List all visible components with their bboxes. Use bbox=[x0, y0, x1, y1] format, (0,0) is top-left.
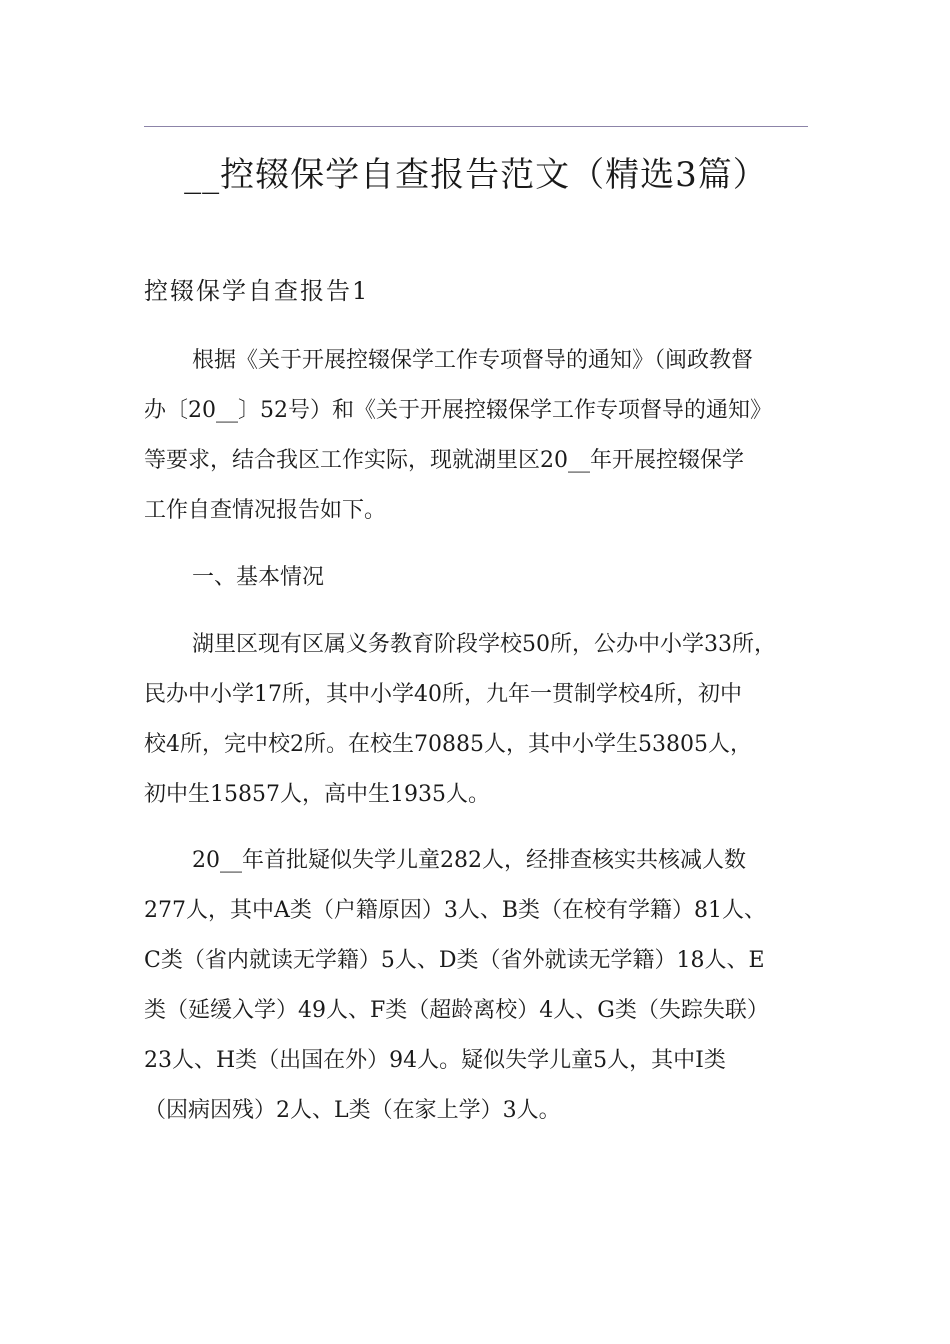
paragraph-line: 校4所，完中校2所。在校生70885人，其中小学生53805人， bbox=[144, 732, 752, 757]
paragraph-line: 23人、H类（出国在外）94人。疑似失学儿童5人，其中I类 bbox=[144, 1048, 726, 1073]
subheading-basic-situation bbox=[144, 553, 808, 603]
paragraph-line: 20__年首批疑似失学儿童282人，经排查核实共核减人数 bbox=[192, 848, 746, 873]
paragraph-line: C类（省内就读无学籍）5人、D类（省外就读无学籍）18人、E bbox=[144, 948, 765, 973]
paragraph-dropout-stats bbox=[144, 836, 808, 1136]
paragraph-intro bbox=[144, 336, 808, 536]
paragraph-line: 等要求，结合我区工作实际，现就湖里区20__年开展控辍保学 bbox=[144, 448, 744, 473]
paragraph-line: 类（延缓入学）49人、F类（超龄离校）4人、G类（失踪失联） bbox=[144, 998, 769, 1023]
section-heading: 控辍保学自查报告1 bbox=[144, 277, 370, 305]
paragraph-line: 根据《关于开展控辍保学工作专项督导的通知》（闽政教督 bbox=[192, 348, 754, 373]
paragraph-line: 一、基本情况 bbox=[192, 565, 325, 590]
paragraph-school-stats bbox=[144, 620, 808, 820]
paragraph-line: 初中生15857人，高中生1935人。 bbox=[144, 782, 490, 807]
paragraph-line: 工作自查情况报告如下。 bbox=[144, 498, 387, 523]
paragraph-line: 湖里区现有区属义务教育阶段学校50所，公办中小学33所， bbox=[192, 632, 776, 657]
paragraph-line: 办〔20__〕52号）和《关于开展控辍保学工作专项督导的通知》 bbox=[144, 398, 772, 423]
paragraph-line: 277人，其中A类（户籍原因）3人、B类（在校有学籍）81人、 bbox=[144, 898, 767, 923]
document-title: __控辍保学自查报告范文（精选3篇） bbox=[184, 155, 768, 195]
header-divider bbox=[144, 126, 808, 127]
paragraph-line: 民办中小学17所，其中小学40所，九年一贯制学校4所，初中 bbox=[144, 682, 742, 707]
paragraph-line: （因病因残）2人、L类（在家上学）3人。 bbox=[144, 1098, 561, 1123]
